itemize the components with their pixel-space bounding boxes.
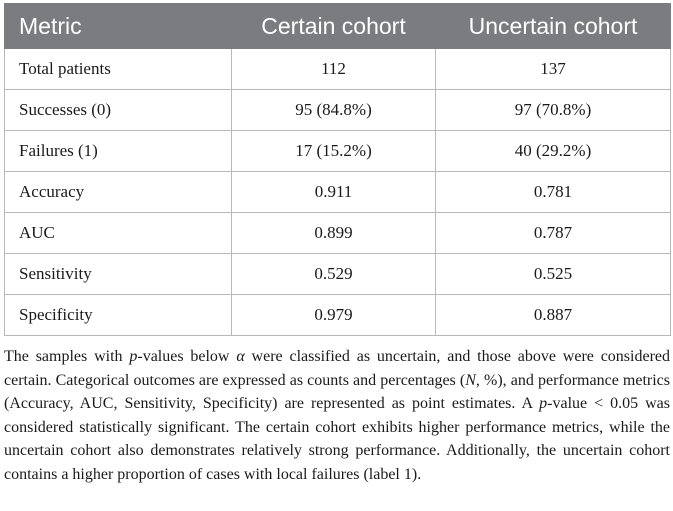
- results-table: [4, 3, 671, 336]
- caption-alpha-symbol: α: [236, 348, 245, 365]
- uncertain-value: 0.781: [436, 172, 671, 213]
- results-table-container: [4, 3, 670, 336]
- caption-text: The samples with: [4, 348, 130, 365]
- metric-name: Sensitivity: [5, 254, 232, 295]
- table-row: [5, 295, 671, 336]
- metric-name: AUC: [5, 213, 232, 254]
- table-row: [5, 90, 671, 131]
- certain-value: 95 (84.8%): [232, 90, 436, 131]
- metric-name: Successes (0): [5, 90, 232, 131]
- certain-value: 0.899: [232, 213, 436, 254]
- certain-value: 0.911: [232, 172, 436, 213]
- caption-p-symbol: p: [129, 348, 138, 365]
- caption-text: were classified as uncertain, and those above were considered certain. Categorical outcomes are expressed as counts and percentages (: [4, 348, 671, 389]
- caption-n-symbol: N: [465, 371, 476, 389]
- table-row: [5, 49, 671, 90]
- table-row: [5, 213, 671, 254]
- caption-p-symbol: p: [539, 395, 548, 412]
- uncertain-value: 0.525: [436, 254, 671, 295]
- header-uncertain-cohort: Uncertain cohort: [436, 4, 671, 49]
- uncertain-value: 40 (29.2%): [436, 131, 671, 172]
- uncertain-value: 0.887: [436, 295, 671, 336]
- table-row: [5, 131, 671, 172]
- caption-text: -value < 0.05 was considered statistically significant. The certain cohort exhibits higher performance metrics, while the uncertain cohort also demonstrates relatively strong performance. Additionally, the uncertain cohort contains a higher proportion of cases with local failures (label 1).: [4, 395, 671, 483]
- caption-text: , %), and performance metrics (Accuracy, AUC, Sensitivity, Specificity) are represented as point estimates. A: [4, 371, 671, 412]
- certain-value: 0.979: [232, 295, 436, 336]
- table-row: [5, 254, 671, 295]
- table-header-row: [5, 4, 671, 49]
- header-metric: Metric: [5, 4, 232, 49]
- uncertain-value: 97 (70.8%): [436, 90, 671, 131]
- certain-value: 17 (15.2%): [232, 131, 436, 172]
- metric-name: Failures (1): [5, 131, 232, 172]
- uncertain-value: 0.787: [436, 213, 671, 254]
- table-caption: [4, 345, 670, 486]
- header-certain-cohort: Certain cohort: [232, 4, 436, 49]
- certain-value: 112: [232, 49, 436, 90]
- caption-text: -values below: [137, 348, 237, 365]
- table-row: [5, 172, 671, 213]
- metric-name: Accuracy: [5, 172, 232, 213]
- uncertain-value: 137: [436, 49, 671, 90]
- metric-name: Total patients: [5, 49, 232, 90]
- metric-name: Specificity: [5, 295, 232, 336]
- certain-value: 0.529: [232, 254, 436, 295]
